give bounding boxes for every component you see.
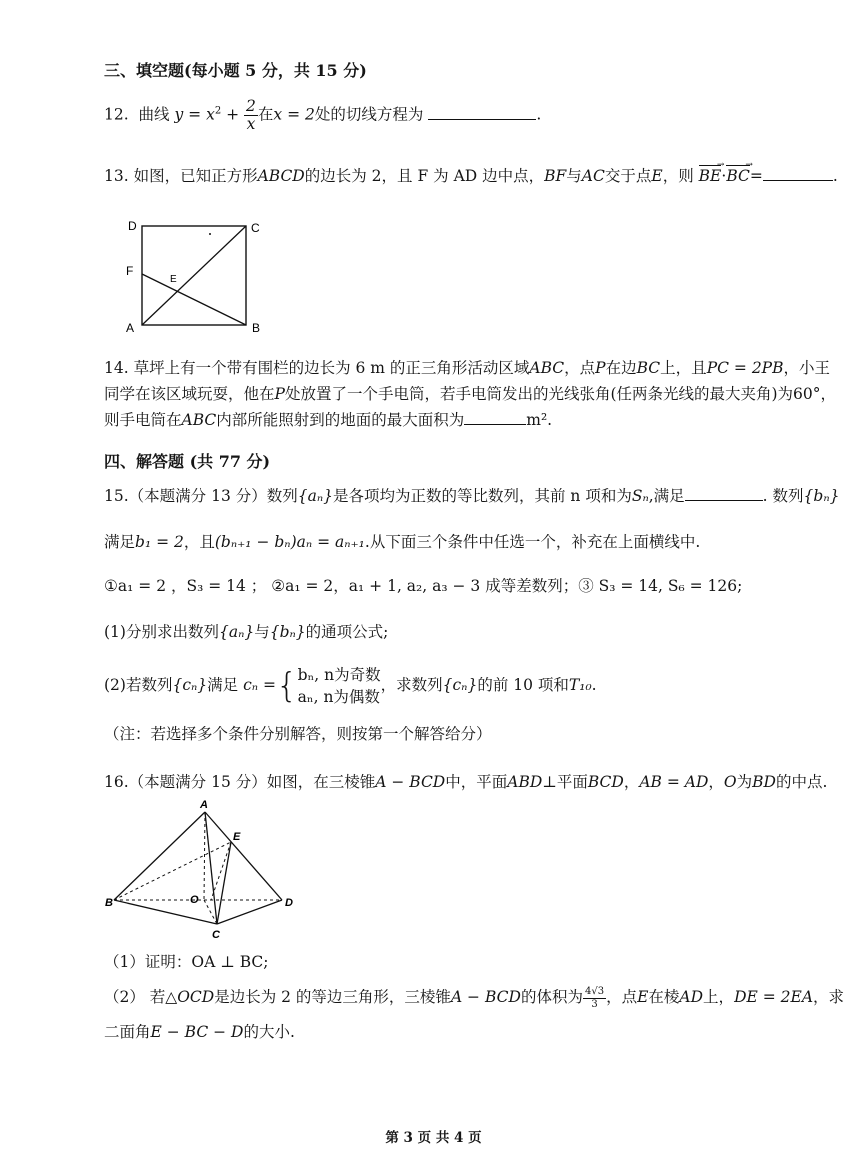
q14-l1-abc: ABC (529, 359, 565, 377)
question-14-line-3 (104, 410, 552, 430)
question-15-line-2 (104, 532, 700, 552)
q16-p2-f: 在棱 (648, 988, 680, 1006)
label-d: D (128, 219, 137, 233)
q12-func: y = x (174, 105, 215, 124)
q16-bd: BD (752, 773, 776, 791)
q12-answer-blank (428, 105, 536, 120)
q15-case-even: aₙ, n为偶数 (297, 688, 380, 706)
label-e: E (170, 274, 177, 285)
label-e: E (233, 831, 241, 843)
q12-frac-num: 2 (246, 97, 256, 115)
q12-exponent: 2 (214, 105, 222, 117)
q12-fraction (244, 98, 258, 133)
q13-e: E (651, 167, 663, 185)
stray-dot (209, 233, 211, 235)
q16-volume-fraction (583, 986, 606, 1011)
edge-ad (205, 812, 282, 900)
q16-p2-d: ，点 (606, 988, 638, 1006)
figure-tetrahedron (104, 796, 304, 944)
q14-l3-abc: ABC (181, 411, 217, 429)
q16-p2-tri: △OCD (165, 988, 215, 1006)
edge-ac (205, 812, 217, 924)
q13-bf: BF (544, 167, 567, 185)
q15-l1-b: 是各项均为正数的等比数列，其前 n 项和为 (332, 487, 632, 505)
q15-l4-c: 的通项公式; (305, 623, 389, 641)
q16-p3-a: 二面角 (104, 1023, 151, 1041)
q15-b1: b₁ = 2 (135, 533, 184, 551)
q14-l1-bc: BC (636, 359, 661, 377)
q14-l3-a: 则手电筒在 (104, 411, 182, 429)
q14-l1-c: 在边 (605, 359, 637, 377)
question-15-note: （注：若选择多个条件分别解答，则按第一个解答给分） (104, 725, 492, 743)
question-14-line-1 (104, 358, 830, 378)
q16-p3-ebcd: E − BC − D (150, 1023, 244, 1041)
q13-text-b: 的边长为 2，且 F 为 AD 边中点， (304, 167, 545, 185)
q16-p2-g: 上， (703, 988, 735, 1006)
q15-an-set: {aₙ} (297, 487, 333, 505)
q16-vol-num: 4√3 (584, 985, 605, 997)
q15-l4-an: {aₙ} (218, 623, 255, 641)
q16-o: O (723, 773, 737, 791)
q15-l2-b: ，且 (183, 533, 215, 551)
q15-l5-cn: {cₙ} (172, 676, 208, 694)
edge-cd (217, 900, 282, 924)
q16-abcd: A − BCD (375, 773, 446, 791)
q13-answer-blank (763, 166, 833, 181)
q15-l4-bn: {bₙ} (269, 623, 306, 641)
q13-text-e: ，则 (662, 167, 694, 185)
q13-abcd: ABCD (257, 167, 305, 185)
section-heading-solutions: 四、解答题 (共 77 分) (104, 452, 271, 471)
q16-p2-de: DE = 2EA (734, 988, 814, 1006)
q15-l1-d: . 数列 (762, 487, 804, 505)
cases-brace: { (276, 666, 298, 706)
q15-sn: Sₙ (631, 487, 649, 505)
edge-ab (114, 812, 205, 900)
diagonal-ac (142, 226, 246, 325)
question-15-conditions: ①a₁ = 2 ，S₃ = 14 ； ②a₁ = 2，a₁ + 1, a₂, a₃ − 3 成等差数列；③ S₃ = 14, S₆ = 126; (104, 577, 743, 595)
segment-ao-hidden (204, 812, 205, 900)
q15-case-odd: bₙ, n为奇数 (297, 666, 381, 684)
page-footer: 第 3 页 共 4 页 (385, 1130, 482, 1146)
section-heading-fill-blank: 三、填空题(每小题 5 分，共 15 分) (104, 61, 367, 80)
q16-l1-b: 中，平面 (445, 773, 508, 791)
question-15-line-1 (104, 486, 839, 506)
q15-l2-c: .从下面三个条件中任选一个，补充在上面横线中. (364, 533, 701, 551)
q15-bn-set: {bₙ} (803, 487, 840, 505)
label-f: F (126, 264, 134, 278)
q16-p2-a: （2） 若 (104, 988, 166, 1006)
q14-l2-p: P (274, 385, 285, 403)
figure-square-abcd (118, 212, 278, 337)
q16-p2-c: 的体积为 (520, 988, 583, 1006)
question-16-line-1 (104, 772, 827, 792)
q16-p2-e: E (637, 988, 649, 1006)
q14-l2-b: 处放置了一个手电筒，若手电筒发出的光线张角(任两条光线的最大夹角)为60°， (284, 385, 837, 403)
q16-vol-den: 3 (591, 998, 598, 1010)
q15-l5-a: (2)若数列 (104, 676, 173, 694)
label-d: D (285, 897, 293, 909)
label-c: C (212, 929, 220, 941)
q13-text-a: 13. 如图，已知正方形 (104, 167, 258, 185)
q14-l1-e: ，小王 (783, 359, 831, 377)
q16-l1-d: ， (623, 773, 640, 791)
label-c: C (251, 221, 260, 235)
question-13 (104, 166, 838, 186)
q16-l1-f: 为 (736, 773, 753, 791)
q14-answer-blank (464, 410, 526, 425)
q12-text-b: 在 (257, 105, 274, 124)
q12-end: . (536, 105, 542, 124)
q15-l5-cn-def: cₙ = (243, 676, 276, 694)
q16-p3-b: 的大小. (243, 1023, 295, 1041)
q12-text-a: 曲线 (138, 105, 170, 124)
q15-l4-a: (1)分别求出数列 (104, 623, 219, 641)
q15-l1-a: 15.（本题满分 13 分）数列 (104, 487, 298, 505)
q16-p2-b: 是边长为 2 的等边三角形，三棱锥 (214, 988, 451, 1006)
q16-perp: ⊥ (542, 773, 557, 791)
q14-l2-a: 同学在该区域玩耍，他在 (104, 385, 275, 403)
q13-dot: · (721, 167, 727, 185)
q14-l3-b: 内部所能照射到的地面的最大面积为 (216, 411, 465, 429)
q15-l5-d: 的前 10 项和 (477, 676, 569, 694)
question-16-part-2 (104, 984, 844, 1011)
q15-l5-e: . (591, 676, 597, 694)
q15-l5-b: 满足 (207, 676, 239, 694)
q14-unit: m². (526, 411, 553, 429)
label-b: B (252, 321, 261, 335)
q16-p2-ad: AD (679, 988, 704, 1006)
label-a: A (126, 321, 135, 335)
q16-l1-g: 的中点. (775, 773, 828, 791)
q16-l1-e: ， (708, 773, 724, 791)
q15-l2-a: 满足 (104, 533, 136, 551)
q13-vector-be: BE → (699, 166, 722, 186)
label-a: A (200, 799, 208, 811)
q15-l5-c: ，求数列 (380, 676, 443, 694)
q13-text-d: 交于点 (604, 167, 652, 185)
q16-abad: AB = AD (639, 773, 709, 791)
segment-bf (142, 274, 246, 325)
q14-l1-eq: PC = 2PB (706, 359, 784, 377)
q15-recurrence: (bₙ₊₁ − bₙ)aₙ = aₙ₊₁ (214, 533, 365, 551)
edge-bc (114, 900, 217, 924)
label-b: B (105, 897, 113, 909)
q15-l1-c: ,满足 (648, 487, 685, 505)
q13-eq: = (749, 167, 763, 185)
question-15-part-2 (104, 662, 597, 708)
segment-ec (217, 842, 231, 924)
q14-l1-d: 上，且 (660, 359, 707, 377)
q12-frac-den: x (246, 115, 256, 133)
q12-cond: x = 2 (273, 105, 315, 124)
q12-plus: + (221, 105, 245, 124)
q16-l1-a: 16.（本题满分 15 分）如图，在三棱锥 (104, 773, 376, 791)
q13-end: . (832, 167, 838, 185)
q15-cases (298, 664, 381, 708)
q15-l5-t10: T₁₀ (568, 676, 592, 694)
question-12 (104, 98, 541, 133)
question-16-part-1: （1）证明：OA ⊥ BC; (104, 953, 269, 971)
q16-p2-h: ，求 (813, 988, 845, 1006)
question-15-part-1 (104, 622, 388, 642)
q13-text-c: 与 (566, 167, 582, 185)
question-14-line-2 (104, 384, 836, 404)
q14-l1-a: 14. 草坪上有一个带有围栏的边长为 6 m 的正三角形活动区域 (104, 359, 530, 377)
q15-l5-cn3: {cₙ} (442, 676, 478, 694)
q15-condition-blank (685, 486, 763, 501)
q12-text-c: 处的切线方程为 (314, 105, 424, 124)
q13-vector-bc: BC → (726, 166, 750, 186)
q16-abd: ABD (507, 773, 543, 791)
q16-l1-c: 平面 (556, 773, 588, 791)
q16-bcd: BCD (587, 773, 624, 791)
q12-number: 12. (104, 105, 129, 124)
label-o: O (190, 894, 199, 906)
question-16-part-2-cont (104, 1022, 295, 1042)
q13-ac: AC (581, 167, 605, 185)
q14-l1-b: ，点 (564, 359, 596, 377)
q16-p2-abcd: A − BCD (450, 988, 521, 1006)
q15-l4-b: 与 (254, 623, 270, 641)
q14-l1-p: P (595, 359, 606, 377)
